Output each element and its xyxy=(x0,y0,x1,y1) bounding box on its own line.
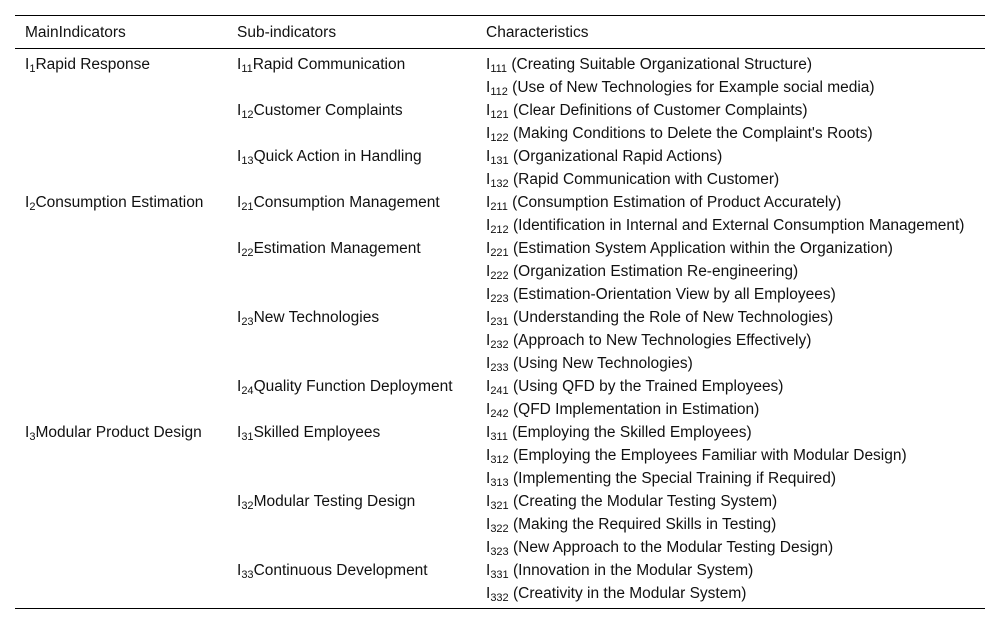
table-row xyxy=(15,76,985,99)
characteristic-symbol xyxy=(486,194,508,211)
sub-indicator-cell xyxy=(227,191,476,214)
main-indicator-cell xyxy=(15,260,227,283)
characteristic-symbol-subscript: 233 xyxy=(490,362,509,374)
characteristic-text: (Employing the Employees Familiar with Modular Design) xyxy=(508,447,907,464)
main-indicator-cell xyxy=(15,237,227,260)
characteristic-symbol xyxy=(486,309,509,326)
sub-indicator-cell xyxy=(227,49,476,77)
table-row xyxy=(15,168,985,191)
characteristic-symbol xyxy=(486,378,509,395)
characteristic-cell xyxy=(476,398,985,421)
main-indicator-cell xyxy=(15,398,227,421)
table-row xyxy=(15,145,985,168)
main-indicator-symbol xyxy=(25,424,35,441)
sub-indicator-cell xyxy=(227,375,476,398)
characteristic-symbol xyxy=(486,148,509,165)
characteristic-cell xyxy=(476,237,985,260)
characteristic-symbol-subscript: 122 xyxy=(490,132,509,144)
table-row xyxy=(15,467,985,490)
characteristic-symbol-letter: I xyxy=(486,217,491,234)
table-row xyxy=(15,582,985,609)
sub-indicator-cell xyxy=(227,444,476,467)
main-indicator-text: Rapid Response xyxy=(35,56,151,73)
characteristic-symbol xyxy=(486,401,509,418)
characteristic-symbol-letter: I xyxy=(486,125,491,142)
characteristic-text: (Understanding the Role of New Technologies) xyxy=(508,309,834,326)
characteristic-symbol xyxy=(486,332,509,349)
table-row xyxy=(15,329,985,352)
main-indicator-cell xyxy=(15,490,227,513)
characteristic-symbol-letter: I xyxy=(486,79,491,96)
main-indicator-cell xyxy=(15,145,227,168)
table-header xyxy=(15,16,985,49)
sub-indicator-text: Modular Testing Design xyxy=(253,493,416,510)
sub-indicator-cell xyxy=(227,467,476,490)
characteristic-text: (Innovation in the Modular System) xyxy=(508,562,754,579)
sub-indicator-cell xyxy=(227,582,476,609)
characteristic-cell xyxy=(476,421,985,444)
sub-indicator-symbol xyxy=(237,309,254,326)
characteristic-symbol-subscript: 332 xyxy=(490,592,509,604)
main-indicator-cell xyxy=(15,99,227,122)
table-row xyxy=(15,191,985,214)
characteristic-cell xyxy=(476,375,985,398)
characteristic-symbol-letter: I xyxy=(486,401,491,418)
characteristic-text: (Identification in Internal and External Consumption Management) xyxy=(508,217,965,234)
table-row xyxy=(15,49,985,77)
characteristic-symbol-letter: I xyxy=(486,516,491,533)
characteristic-text: (Estimation-Orientation View by all Employees) xyxy=(508,286,836,303)
sub-indicator-symbol xyxy=(237,148,254,165)
main-indicator-text: Modular Product Design xyxy=(35,424,202,441)
sub-indicator-symbol-letter: I xyxy=(237,102,242,119)
table-row xyxy=(15,260,985,283)
sub-indicator-cell xyxy=(227,536,476,559)
table-row xyxy=(15,490,985,513)
sub-indicator-symbol-letter: I xyxy=(237,562,242,579)
characteristic-symbol-letter: I xyxy=(486,148,491,165)
sub-indicator-text: Quality Function Deployment xyxy=(253,378,453,395)
characteristic-symbol xyxy=(486,263,509,280)
sub-indicator-cell xyxy=(227,168,476,191)
main-indicator-cell xyxy=(15,582,227,609)
characteristic-symbol xyxy=(486,286,509,303)
characteristic-symbol xyxy=(486,539,509,556)
characteristic-symbol xyxy=(486,585,509,602)
main-indicator-cell xyxy=(15,444,227,467)
table-body xyxy=(15,49,985,609)
main-indicator-cell xyxy=(15,467,227,490)
main-indicator-cell xyxy=(15,214,227,237)
main-indicator-cell xyxy=(15,306,227,329)
main-indicator-cell xyxy=(15,49,227,77)
characteristic-cell xyxy=(476,214,985,237)
characteristic-symbol-subscript: 331 xyxy=(490,569,509,581)
sub-indicator-cell xyxy=(227,329,476,352)
main-indicator-symbol-subscript: 3 xyxy=(29,431,36,443)
main-indicator-cell xyxy=(15,559,227,582)
main-indicator-symbol-letter: I xyxy=(25,56,30,73)
characteristic-cell xyxy=(476,191,985,214)
sub-indicator-symbol xyxy=(237,424,254,441)
characteristic-text: (QFD Implementation in Estimation) xyxy=(508,401,760,418)
characteristic-text: (Implementing the Special Training if Required) xyxy=(508,470,837,487)
indicators-table xyxy=(15,15,985,609)
sub-indicator-cell xyxy=(227,260,476,283)
characteristic-cell xyxy=(476,306,985,329)
main-indicator-cell xyxy=(15,352,227,375)
sub-indicator-cell xyxy=(227,513,476,536)
characteristic-symbol-subscript: 132 xyxy=(490,178,509,190)
characteristic-cell xyxy=(476,76,985,99)
main-indicator-cell xyxy=(15,76,227,99)
main-indicator-cell xyxy=(15,168,227,191)
main-indicator-cell xyxy=(15,283,227,306)
table-row xyxy=(15,536,985,559)
characteristic-symbol-subscript: 242 xyxy=(490,408,509,420)
table-row xyxy=(15,283,985,306)
characteristic-symbol-subscript: 312 xyxy=(490,454,509,466)
characteristic-text: (Employing the Skilled Employees) xyxy=(507,424,752,441)
characteristic-symbol-subscript: 112 xyxy=(490,86,508,98)
characteristic-symbol-subscript: 211 xyxy=(490,201,508,213)
table-row xyxy=(15,444,985,467)
characteristic-cell xyxy=(476,444,985,467)
table-row xyxy=(15,513,985,536)
characteristic-symbol xyxy=(486,447,509,464)
characteristic-cell xyxy=(476,168,985,191)
sub-indicator-symbol xyxy=(237,56,253,73)
sub-indicator-symbol-letter: I xyxy=(237,493,242,510)
characteristic-symbol-letter: I xyxy=(486,562,491,579)
sub-indicator-symbol xyxy=(237,102,254,119)
characteristic-symbol-letter: I xyxy=(486,447,491,464)
characteristic-symbol xyxy=(486,171,509,188)
characteristic-symbol-subscript: 322 xyxy=(490,523,509,535)
sub-indicator-cell xyxy=(227,398,476,421)
characteristic-symbol-subscript: 111 xyxy=(490,63,508,75)
characteristic-text: (Estimation System Application within the Organization) xyxy=(508,240,893,257)
table-row xyxy=(15,237,985,260)
characteristic-symbol-letter: I xyxy=(486,493,491,510)
characteristic-symbol-subscript: 232 xyxy=(490,339,509,351)
table-row xyxy=(15,421,985,444)
header-row xyxy=(15,16,985,49)
characteristic-text: (Creating the Modular Testing System) xyxy=(508,493,778,510)
characteristic-symbol-letter: I xyxy=(486,56,491,73)
sub-indicator-cell xyxy=(227,421,476,444)
characteristic-cell xyxy=(476,513,985,536)
characteristic-symbol-subscript: 311 xyxy=(490,431,508,443)
characteristic-cell xyxy=(476,490,985,513)
sub-indicator-cell xyxy=(227,237,476,260)
characteristic-cell xyxy=(476,99,985,122)
characteristic-symbol xyxy=(486,56,507,73)
header-main-indicators: MainIndicators xyxy=(25,24,126,41)
sub-indicator-symbol xyxy=(237,378,254,395)
characteristic-symbol xyxy=(486,424,508,441)
characteristic-text: (Organizational Rapid Actions) xyxy=(508,148,723,165)
characteristic-text: (Creativity in the Modular System) xyxy=(508,585,747,602)
characteristic-symbol-letter: I xyxy=(486,424,491,441)
sub-indicator-symbol-subscript: 12 xyxy=(241,109,254,121)
sub-indicator-text: Estimation Management xyxy=(253,240,421,257)
sub-indicator-cell xyxy=(227,145,476,168)
main-indicator-symbol xyxy=(25,194,35,211)
characteristic-symbol xyxy=(486,516,509,533)
sub-indicator-text: New Technologies xyxy=(253,309,380,326)
main-indicator-cell xyxy=(15,191,227,214)
characteristic-cell xyxy=(476,49,985,77)
characteristic-text: (Clear Definitions of Customer Complaints) xyxy=(508,102,808,119)
characteristic-symbol-letter: I xyxy=(486,171,491,188)
sub-indicator-symbol-letter: I xyxy=(237,148,242,165)
sub-indicator-symbol-letter: I xyxy=(237,56,242,73)
table-row xyxy=(15,398,985,421)
sub-indicator-text: Quick Action in Handling xyxy=(253,148,422,165)
characteristic-symbol-letter: I xyxy=(486,355,491,372)
characteristic-symbol-letter: I xyxy=(486,263,491,280)
sub-indicator-symbol xyxy=(237,240,254,257)
header-sub-indicators: Sub-indicators xyxy=(237,24,337,41)
characteristic-symbol-subscript: 222 xyxy=(490,270,509,282)
characteristic-text: (Use of New Technologies for Example social media) xyxy=(507,79,875,96)
sub-indicator-symbol-subscript: 23 xyxy=(241,316,254,328)
sub-indicator-symbol xyxy=(237,194,254,211)
characteristic-cell xyxy=(476,467,985,490)
main-indicator-symbol-subscript: 2 xyxy=(29,201,36,213)
table-row xyxy=(15,559,985,582)
main-indicator-symbol-letter: I xyxy=(25,424,30,441)
characteristic-symbol xyxy=(486,470,509,487)
characteristic-cell xyxy=(476,122,985,145)
characteristic-cell xyxy=(476,283,985,306)
sub-indicator-symbol-subscript: 21 xyxy=(241,201,254,213)
sub-indicator-text: Continuous Development xyxy=(253,562,428,579)
characteristic-symbol-subscript: 241 xyxy=(490,385,509,397)
sub-indicator-cell xyxy=(227,559,476,582)
characteristic-cell xyxy=(476,260,985,283)
characteristic-symbol xyxy=(486,125,509,142)
characteristic-cell xyxy=(476,329,985,352)
characteristic-symbol-letter: I xyxy=(486,240,491,257)
characteristic-text: (Organization Estimation Re-engineering) xyxy=(508,263,799,280)
table-row xyxy=(15,214,985,237)
main-indicator-cell xyxy=(15,536,227,559)
sub-indicator-symbol-subscript: 31 xyxy=(241,431,254,443)
main-indicator-symbol xyxy=(25,56,35,73)
sub-indicator-symbol-subscript: 24 xyxy=(241,385,254,397)
sub-indicator-cell xyxy=(227,306,476,329)
sub-indicator-cell xyxy=(227,352,476,375)
characteristic-symbol xyxy=(486,493,509,510)
sub-indicator-symbol-subscript: 33 xyxy=(241,569,254,581)
sub-indicator-cell xyxy=(227,99,476,122)
characteristic-symbol-letter: I xyxy=(486,102,491,119)
characteristic-cell xyxy=(476,582,985,609)
header-characteristics: Characteristics xyxy=(486,24,589,41)
characteristic-symbol-subscript: 313 xyxy=(490,477,509,489)
characteristic-symbol-subscript: 223 xyxy=(490,293,509,305)
sub-indicator-symbol-letter: I xyxy=(237,194,242,211)
characteristic-symbol xyxy=(486,79,508,96)
main-indicator-text: Consumption Estimation xyxy=(35,194,204,211)
characteristic-symbol-letter: I xyxy=(486,470,491,487)
characteristic-text: (Rapid Communication with Customer) xyxy=(508,171,780,188)
sub-indicator-cell xyxy=(227,283,476,306)
indicators-table-container xyxy=(15,15,985,609)
characteristic-text: (Making the Required Skills in Testing) xyxy=(508,516,777,533)
sub-indicator-symbol-subscript: 11 xyxy=(241,63,253,75)
characteristic-cell xyxy=(476,145,985,168)
characteristic-text: (Using New Technologies) xyxy=(508,355,693,372)
main-indicator-cell xyxy=(15,375,227,398)
characteristic-text: (New Approach to the Modular Testing Design) xyxy=(508,539,834,556)
characteristic-symbol-subscript: 221 xyxy=(490,247,509,259)
characteristic-symbol xyxy=(486,217,509,234)
characteristic-cell xyxy=(476,536,985,559)
characteristic-text: (Creating Suitable Organizational Structure) xyxy=(507,56,813,73)
main-indicator-cell xyxy=(15,513,227,536)
sub-indicator-text: Customer Complaints xyxy=(253,102,403,119)
table-row xyxy=(15,99,985,122)
sub-indicator-symbol-letter: I xyxy=(237,378,242,395)
characteristic-symbol-letter: I xyxy=(486,585,491,602)
main-indicator-cell xyxy=(15,421,227,444)
characteristic-symbol-letter: I xyxy=(486,378,491,395)
characteristic-symbol xyxy=(486,240,509,257)
characteristic-symbol xyxy=(486,355,509,372)
table-row xyxy=(15,306,985,329)
main-indicator-symbol-subscript: 1 xyxy=(29,63,36,75)
table-row xyxy=(15,375,985,398)
sub-indicator-symbol-letter: I xyxy=(237,424,242,441)
characteristic-symbol xyxy=(486,102,509,119)
characteristic-symbol-subscript: 121 xyxy=(490,109,509,121)
sub-indicator-text: Rapid Communication xyxy=(252,56,406,73)
main-indicator-cell xyxy=(15,329,227,352)
characteristic-text: (Using QFD by the Trained Employees) xyxy=(508,378,784,395)
characteristic-symbol-letter: I xyxy=(486,286,491,303)
characteristic-symbol-subscript: 212 xyxy=(490,224,509,236)
characteristic-symbol-letter: I xyxy=(486,194,491,211)
sub-indicator-text: Skilled Employees xyxy=(253,424,381,441)
sub-indicator-cell xyxy=(227,214,476,237)
characteristic-symbol-subscript: 321 xyxy=(490,500,509,512)
characteristic-symbol xyxy=(486,562,509,579)
characteristic-symbol-subscript: 231 xyxy=(490,316,509,328)
sub-indicator-symbol-subscript: 13 xyxy=(241,155,254,167)
sub-indicator-cell xyxy=(227,490,476,513)
sub-indicator-symbol-subscript: 32 xyxy=(241,500,254,512)
main-indicator-cell xyxy=(15,122,227,145)
characteristic-text: (Making Conditions to Delete the Complaint's Roots) xyxy=(508,125,873,142)
characteristic-cell xyxy=(476,559,985,582)
characteristic-symbol-subscript: 131 xyxy=(490,155,509,167)
sub-indicator-symbol xyxy=(237,493,254,510)
sub-indicator-symbol-letter: I xyxy=(237,240,242,257)
table-row xyxy=(15,352,985,375)
characteristic-symbol-letter: I xyxy=(486,539,491,556)
sub-indicator-symbol-subscript: 22 xyxy=(241,247,254,259)
characteristic-cell xyxy=(476,352,985,375)
sub-indicator-symbol-letter: I xyxy=(237,309,242,326)
main-indicator-symbol-letter: I xyxy=(25,194,30,211)
sub-indicator-cell xyxy=(227,76,476,99)
characteristic-text: (Consumption Estimation of Product Accurately) xyxy=(507,194,842,211)
characteristic-symbol-letter: I xyxy=(486,309,491,326)
sub-indicator-cell xyxy=(227,122,476,145)
characteristic-symbol-letter: I xyxy=(486,332,491,349)
sub-indicator-text: Consumption Management xyxy=(253,194,440,211)
table-row xyxy=(15,122,985,145)
characteristic-text: (Approach to New Technologies Effectively) xyxy=(508,332,812,349)
characteristic-symbol-subscript: 323 xyxy=(490,546,509,558)
sub-indicator-symbol xyxy=(237,562,254,579)
